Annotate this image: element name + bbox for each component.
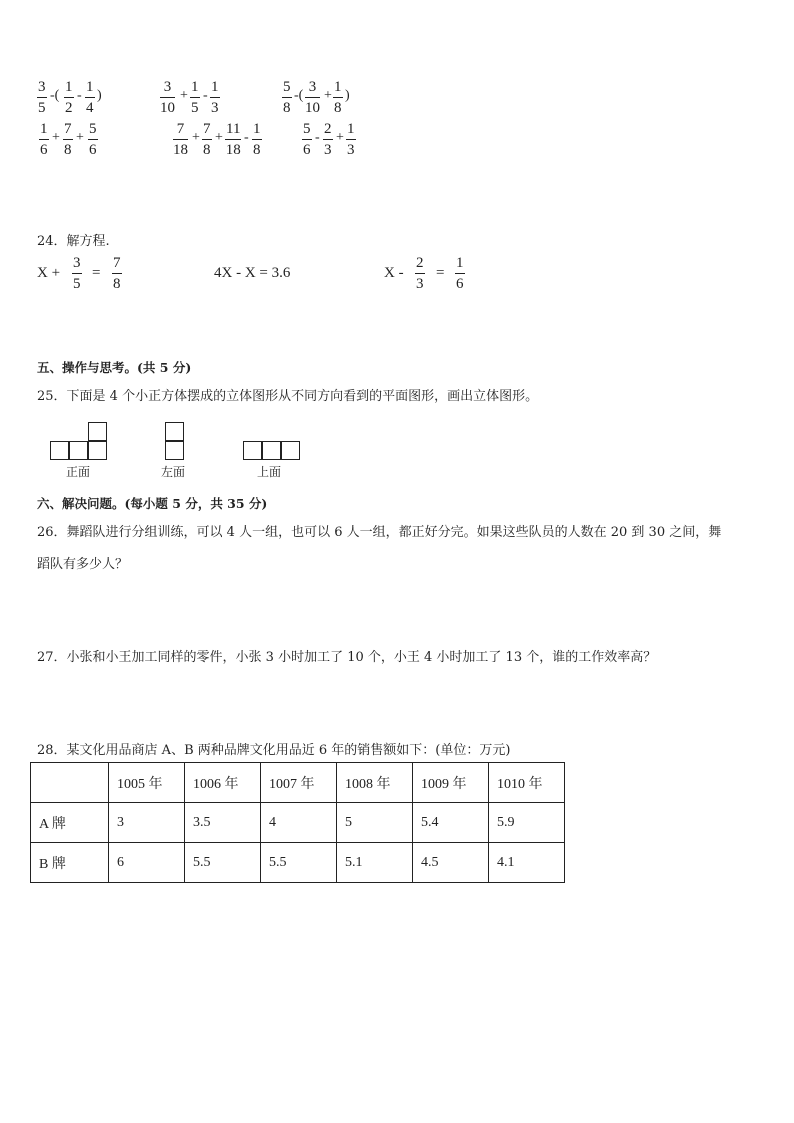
left-view-label: 左面	[161, 465, 186, 479]
fraction: 1 4	[86, 79, 94, 116]
fraction: 5 6	[303, 121, 311, 158]
fraction: 1 8	[253, 121, 261, 158]
equation-lhs: X -	[384, 265, 404, 281]
table-cell: 1009 年	[413, 763, 489, 803]
operator: +	[336, 130, 344, 145]
table-row	[31, 803, 565, 843]
sales-table	[30, 762, 565, 883]
section-5-heading: 五、操作与思考。(共 5 分)	[37, 360, 192, 375]
table-cell: 3	[109, 803, 185, 843]
fraction: 7 18	[173, 121, 188, 158]
fraction: 2 3	[416, 255, 424, 292]
section-6-heading: 六、解决问题。(每小题 5 分，共 35 分)	[37, 496, 268, 511]
operator: )	[345, 88, 350, 103]
operator: -	[244, 130, 249, 145]
operator: -	[77, 88, 82, 103]
table-cell: 3.5	[185, 803, 261, 843]
table-cell: 6	[109, 843, 185, 883]
equals-sign: =	[92, 265, 101, 281]
fraction: 1 8	[334, 79, 342, 116]
table-cell: 1007 年	[261, 763, 337, 803]
fraction: 7 8	[203, 121, 211, 158]
equation-lhs: X +	[37, 265, 61, 281]
fraction: 3 10	[160, 79, 175, 116]
top-view-label: 上面	[257, 465, 282, 479]
question-26-line-1: 26．舞蹈队进行分组训练，可以 4 人一组，也可以 6 人一组，都正好分完。如果这些队员的人数在 20 到 30 之间，舞	[37, 525, 722, 540]
fraction: 3 5	[38, 79, 46, 116]
question-27-text: 27．小张和小王加工同样的零件，小张 3 小时加工了 10 个，小王 4 小时加工了 13 个，谁的工作效率高？	[37, 650, 657, 665]
operator: +	[192, 130, 200, 145]
fraction: 5 8	[283, 79, 291, 116]
table-cell: 4.5	[413, 843, 489, 883]
operator: +	[52, 130, 60, 145]
question-25-text: 25．下面是 4 个小正方体摆成的立体图形从不同方向看到的平面图形，画出立体图形。	[37, 389, 539, 404]
operator: -	[315, 130, 320, 145]
front-view-label: 正面	[66, 465, 91, 479]
question-28-text: 28．某文化用品商店 A、B 两种品牌文化用品近 6 年的销售额如下：(单位：万元)	[37, 743, 511, 758]
table-cell	[31, 763, 109, 803]
table-cell: A 牌	[31, 803, 109, 843]
fraction: 1 3	[211, 79, 219, 116]
question-26-line-2: 蹈队有多少人？	[37, 557, 129, 572]
equals-sign: =	[436, 265, 445, 281]
table-cell: 5.4	[413, 803, 489, 843]
fraction: 5 6	[89, 121, 97, 158]
equation-2: 4X - X = 3.6	[214, 265, 291, 281]
table-cell: 5.9	[489, 803, 565, 843]
operator: -	[203, 88, 208, 103]
fraction: 1 6	[456, 255, 464, 292]
operator: +	[76, 130, 84, 145]
table-cell: 1006 年	[185, 763, 261, 803]
operator: +	[215, 130, 223, 145]
operator: +	[180, 88, 188, 103]
fraction: 1 3	[347, 121, 355, 158]
table-cell: 5	[337, 803, 413, 843]
fraction: 11 18	[225, 121, 241, 158]
operator: )	[97, 88, 102, 103]
table-cell: 1005 年	[109, 763, 185, 803]
question-24-title: 24．解方程.	[37, 234, 110, 249]
table-cell: 1008 年	[337, 763, 413, 803]
table-row	[31, 843, 565, 883]
table-cell: 4	[261, 803, 337, 843]
fraction: 1 6	[40, 121, 48, 158]
table-cell: B 牌	[31, 843, 109, 883]
table-cell: 5.5	[185, 843, 261, 883]
fraction: 1 5	[191, 79, 199, 116]
table-cell: 1010 年	[489, 763, 565, 803]
table-cell: 5.1	[337, 843, 413, 883]
table-header-row	[31, 763, 565, 803]
fraction: 3 10	[305, 79, 320, 116]
fraction: 7 8	[64, 121, 72, 158]
fraction: 7 8	[113, 255, 121, 292]
fraction: 1 2	[65, 79, 73, 116]
operator: -(	[294, 88, 304, 103]
table-cell: 4.1	[489, 843, 565, 883]
operator: -(	[50, 88, 60, 103]
fraction: 2 3	[324, 121, 332, 158]
table-cell: 5.5	[261, 843, 337, 883]
operator: +	[324, 88, 332, 103]
fraction: 3 5	[73, 255, 81, 292]
